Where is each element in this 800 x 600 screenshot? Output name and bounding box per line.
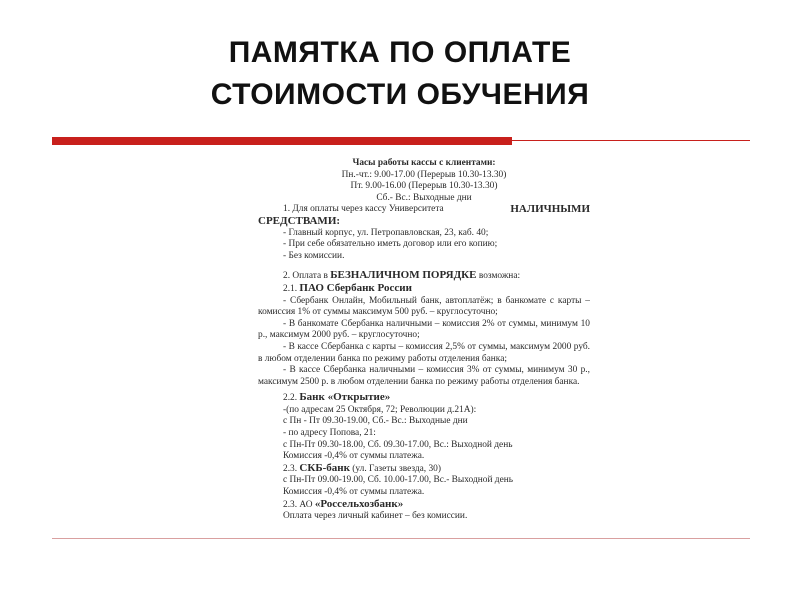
- bank-detail: - В банкомате Сбербанка наличными – комиссия 2% от суммы, минимум 10 р., максимум 2000 руб. – круглосуточно;: [258, 318, 590, 341]
- hours-line: Пн.-чт.: 9.00-17.00 (Перерыв 10.30-13.30): [341, 169, 507, 180]
- section-1-emph-cont: СРЕДСТВАМИ:: [258, 214, 341, 227]
- list-item: - Без комиссии.: [283, 250, 345, 261]
- bank-number: 2.3. АО: [283, 499, 313, 510]
- bank-detail: - В кассе Сбербанка наличными – комиссия 3% от суммы, минимум 30 р., максимум 2500 р. в любом отделении банка по режиму работы отделения банка.: [258, 365, 590, 387]
- bank-name: ПАО Сбербанк России: [299, 281, 412, 294]
- slide-title: [0, 32, 800, 116]
- hours-line: Сб.- Вс.: Выходные дни: [376, 192, 472, 203]
- bank-number: 2.1.: [283, 283, 298, 294]
- bank-detail: с Пн-Пт 09.00-19.00, Сб. 10.00-17.00, Вс.- Выходной день: [283, 475, 514, 486]
- bank-name: «Россельхозбанк»: [314, 497, 404, 510]
- bank-detail: с Пн-Пт 09.30-18.00, Сб. 09.30-17.00, Вс.: Выходной день: [283, 439, 513, 450]
- bank-detail: - Сбербанк Онлайн, Мобильный банк, автоплатёж; в банкомате с карты – комиссия 1% от суммы максимум 500 руб. – круглосуточно;: [258, 295, 590, 318]
- bank-name: СКБ-банк: [299, 461, 350, 474]
- bank-detail: Оплата через личный кабинет – без комиссии.: [283, 511, 468, 522]
- section-1-text: 1. Для оплаты через кассу Университета: [283, 204, 444, 215]
- bank-detail: Комиссия -0,4% от суммы платежа.: [283, 487, 425, 498]
- thin-divider: [512, 140, 750, 141]
- bank-heading: [258, 463, 590, 476]
- hours-heading: Часы работы кассы с клиентами:: [352, 158, 496, 168]
- bank-name: Банк «Открытие»: [299, 391, 391, 404]
- section-2-emph: БЕЗНАЛИЧНОМ ПОРЯДКЕ: [330, 269, 477, 282]
- list-item: - Главный корпус, ул. Петропавловская, 23, каб. 40;: [283, 227, 489, 238]
- bank-detail: с Пн - Пт 09.30-19.00, Сб.- Вс.: Выходные дни: [283, 416, 468, 427]
- bank-detail: -(по адресам 25 Октября, 72; Революции д.21А):: [283, 404, 477, 415]
- payment-memo-document: [258, 158, 590, 523]
- section-1-emph: НАЛИЧНЫМИ: [510, 203, 590, 216]
- bank-note: (ул. Газеты звезда, 30): [352, 463, 441, 474]
- bank-number: 2.3.: [283, 463, 298, 474]
- bank-heading: [258, 283, 590, 296]
- hours-line: Пт. 9.00-16.00 (Перерыв 10.30-13.30): [350, 181, 498, 192]
- bank-heading: [258, 392, 590, 405]
- title-line-1: ПАМЯТКА ПО ОПЛАТЕ: [228, 36, 572, 69]
- bottom-divider: [52, 538, 750, 539]
- bank-detail: Комиссия -0,4% от суммы платежа.: [283, 451, 425, 462]
- bank-detail: - В кассе Сбербанка с карты – комиссия 2,5% от суммы, максимум 2000 руб. в любом отделении банка по режиму работы отделения банка;: [258, 341, 590, 364]
- bank-detail: - по адресу Попова, 21:: [283, 428, 376, 439]
- list-item: - При себе обязательно иметь договор или его копию;: [283, 239, 498, 250]
- red-accent-bar: [52, 137, 512, 145]
- section-2-text: 2. Оплата в: [283, 271, 328, 282]
- section-2-text-end: возможна:: [478, 271, 521, 282]
- bank-heading: [258, 499, 590, 512]
- bank-number: 2.2.: [283, 393, 298, 404]
- title-line-2: СТОИМОСТИ ОБУЧЕНИЯ: [210, 78, 590, 111]
